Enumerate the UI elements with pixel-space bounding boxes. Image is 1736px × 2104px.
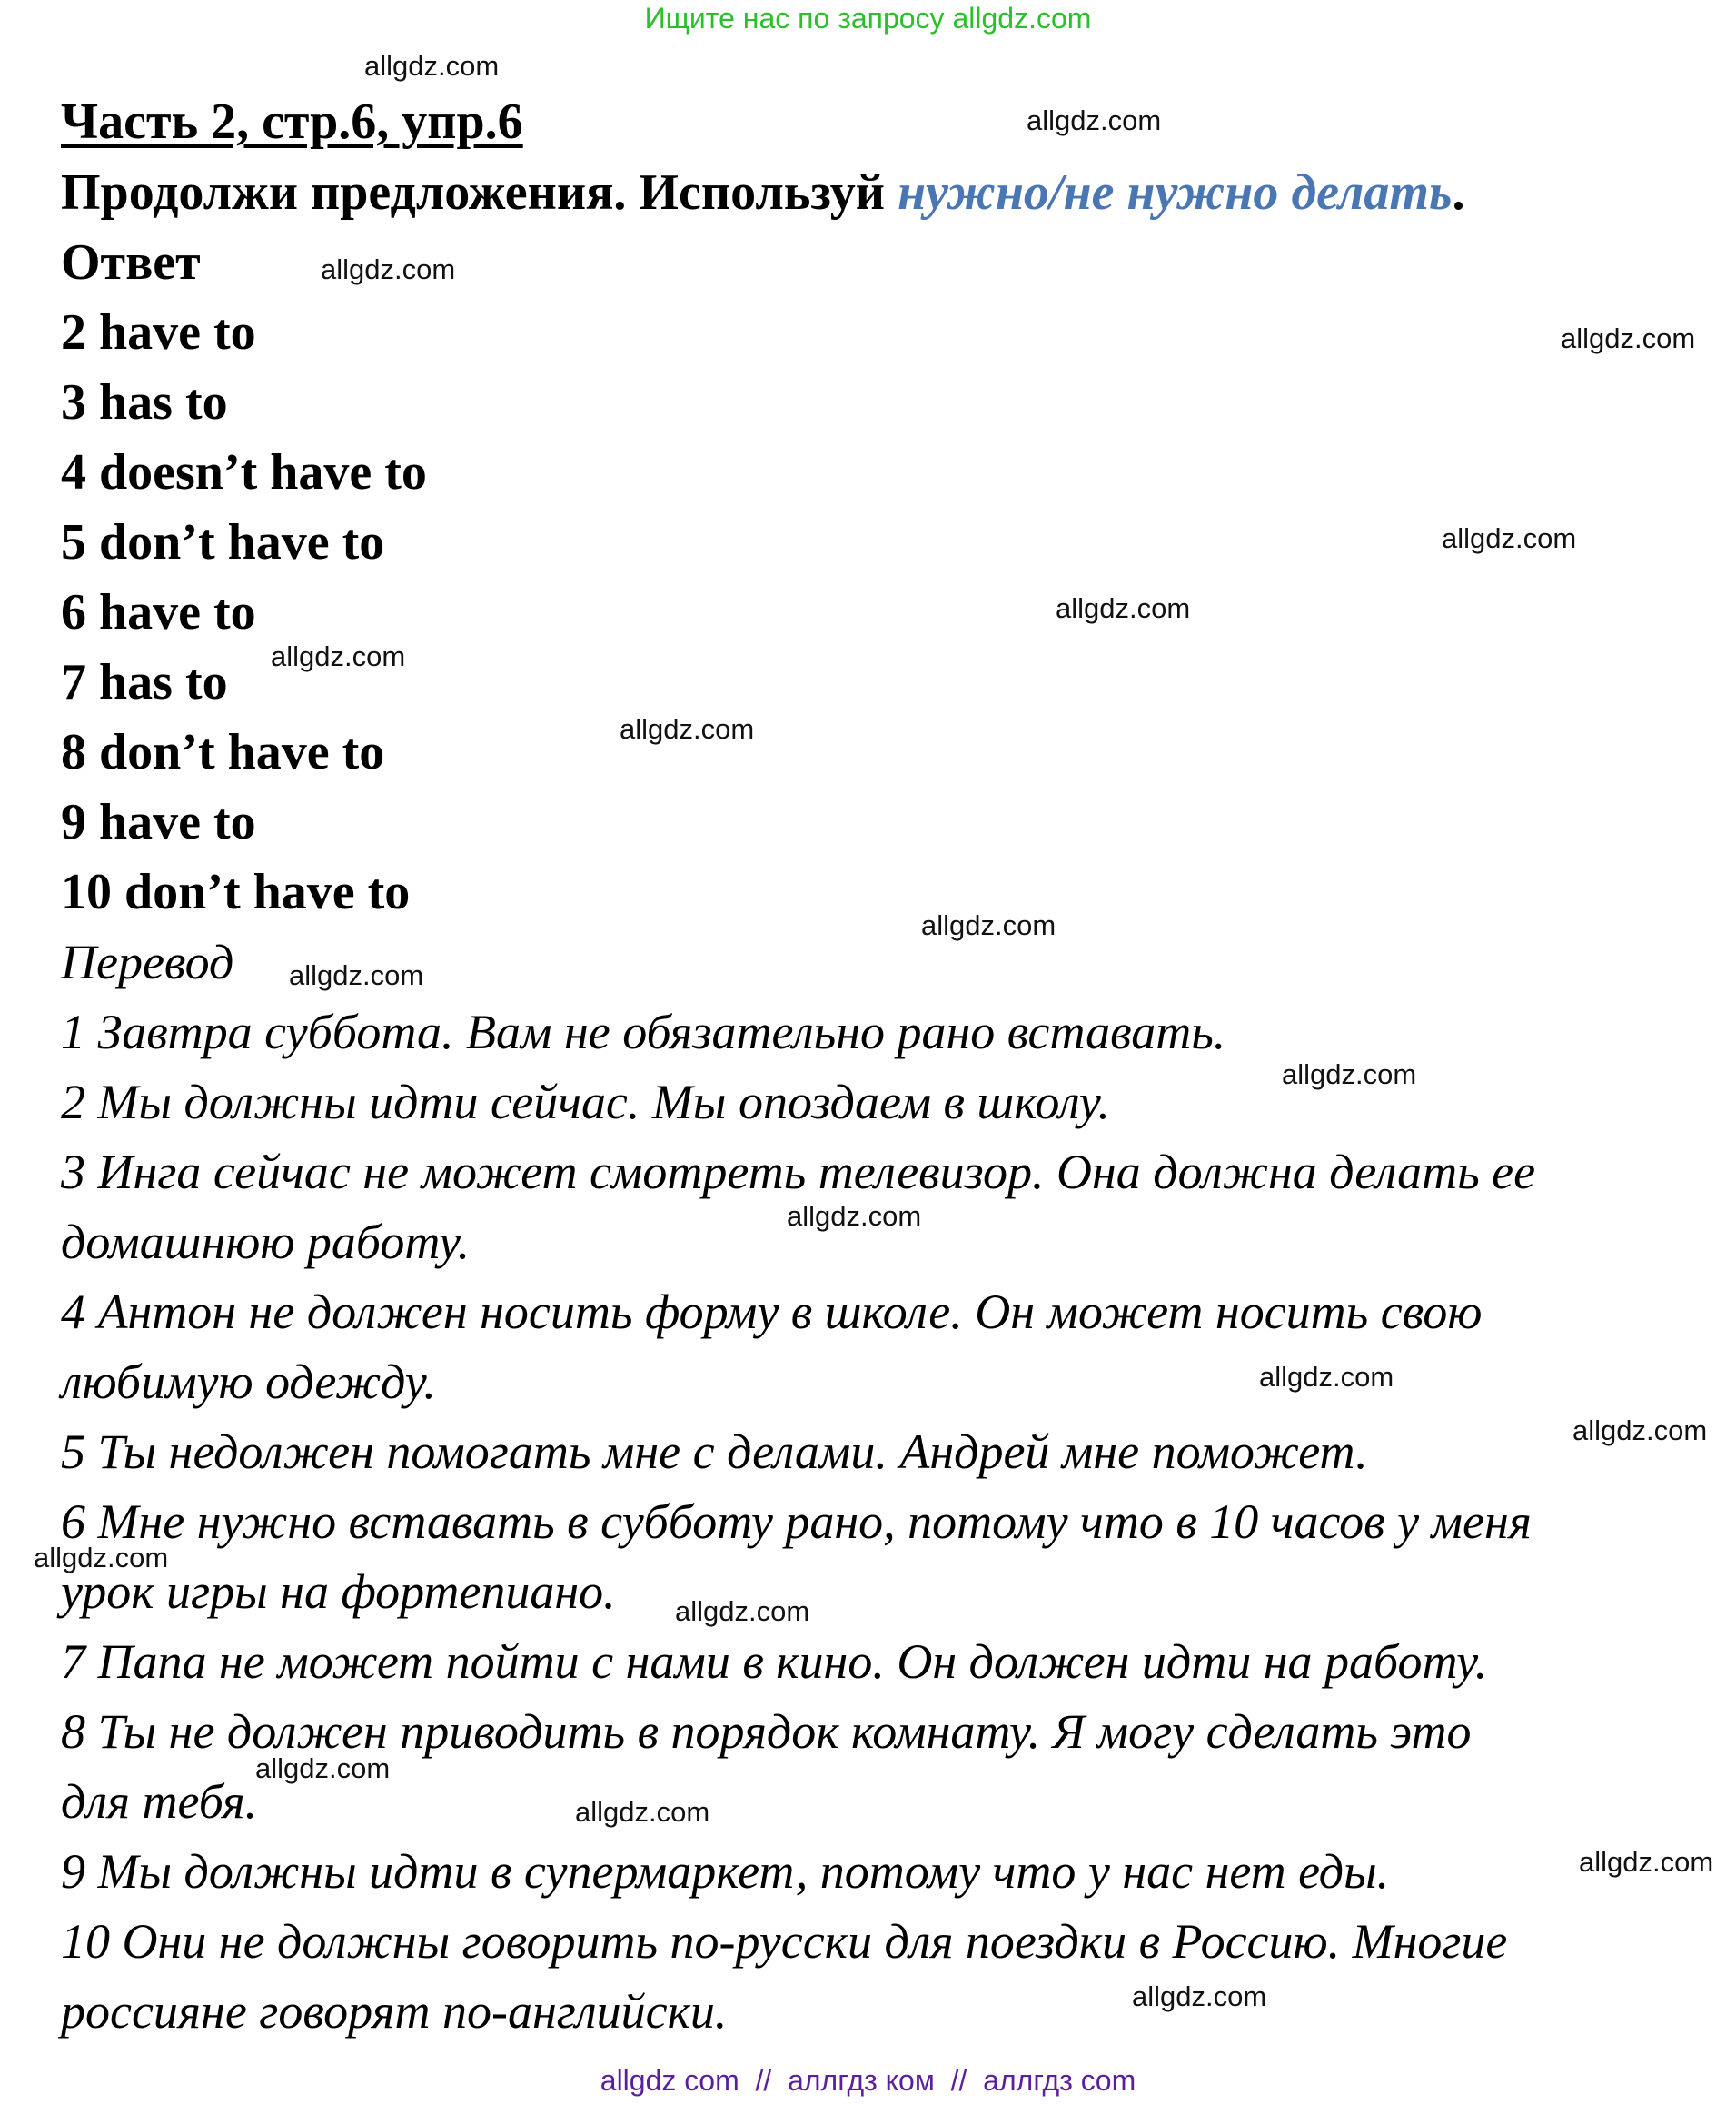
watermark: allgdz.com [575,1796,710,1828]
instruction [61,158,1696,228]
watermark: allgdz.com [1561,323,1696,354]
watermark: allgdz.com [921,909,1056,941]
watermark: allgdz.com [1572,1414,1708,1446]
watermark: allgdz.com [1442,522,1577,554]
exercise-title: Часть 2, стр.6, упр.6 [61,94,523,150]
translation-line: 5 Ты недолжен помогать мне с делами. Андрей мне поможет. [61,1424,1368,1479]
translation-line: 9 Мы должны идти в супермаркет, потому что у нас нет еды. [61,1844,1390,1899]
watermark: allgdz.com [1259,1361,1394,1393]
watermark: allgdz.com [255,1752,391,1784]
translation-line: урок игры на фортепиано. [61,1564,616,1619]
translation-line: 3 Инга сейчас не может смотреть телевизор. Она должна делать ее [61,1145,1536,1199]
translation-heading: Перевод [61,935,234,989]
watermark: allgdz.com [289,959,424,991]
translation-line: домашнюю работу. [61,1215,471,1269]
watermark: allgdz.com [1132,1980,1267,2012]
watermark: allgdz.com [675,1595,810,1627]
watermark: allgdz.com [34,1542,169,1573]
watermark: allgdz.com [1056,592,1191,624]
answer-item: 9 have to [61,794,256,850]
translation-line: 8 Ты не должен приводить в порядок комнату. Я могу сделать это [61,1704,1472,1759]
watermark: allgdz.com [364,50,500,82]
answer-item: 10 don’t have to [61,864,411,920]
instruction-end: . [1452,164,1465,221]
watermark: allgdz.com [271,640,406,672]
watermark: allgdz.com [1027,104,1162,136]
answer-item: 3 has to [61,374,228,431]
answer-item: 8 don’t have to [61,724,385,780]
translation-line: 10 Они не должны говорить по-русски для поездки в Россию. Многие [61,1914,1508,1969]
instruction-accent: нужно/не нужно делать [897,164,1453,221]
translation-line: 6 Мне нужно вставать в субботу рано, потому что в 10 часов у меня [61,1494,1532,1549]
watermark: allgdz.com [620,713,755,745]
watermark: allgdz.com [1579,1846,1714,1878]
translation-line: любимую одежду. [61,1355,436,1409]
answer-item: 4 doesn’t have to [61,444,427,501]
instruction-text: Продолжи предложения. Используй [61,164,898,221]
translation-line: 1 Завтра суббота. Вам не обязательно рано вставать. [61,1005,1226,1059]
translation-line: 2 Мы должны идти сейчас. Мы опоздаем в школу. [61,1075,1110,1129]
answer-heading: Ответ [61,234,201,291]
search-banner: Ищите нас по запросу allgdz.com [644,2,1092,35]
translation-line: россияне говорят по-английски. [61,1984,728,2039]
translation-line: 7 Папа не может пойти с нами в кино. Он должен идти на работу. [61,1634,1488,1689]
watermark: allgdz.com [1282,1058,1417,1090]
answer-item: 7 has to [61,654,228,710]
answer-item: 5 don’t have to [61,514,385,571]
translation-line: для тебя. [61,1774,258,1829]
translation-line: 4 Антон не должен носить форму в школе. Он может носить свою [61,1285,1483,1339]
answer-item: 6 have to [61,584,256,640]
footer-banner: allgdz com // аллгдз ком // аллгдз com [600,2064,1136,2097]
watermark: allgdz.com [787,1200,922,1232]
answer-item: 2 have to [61,304,256,361]
watermark: allgdz.com [321,253,456,285]
